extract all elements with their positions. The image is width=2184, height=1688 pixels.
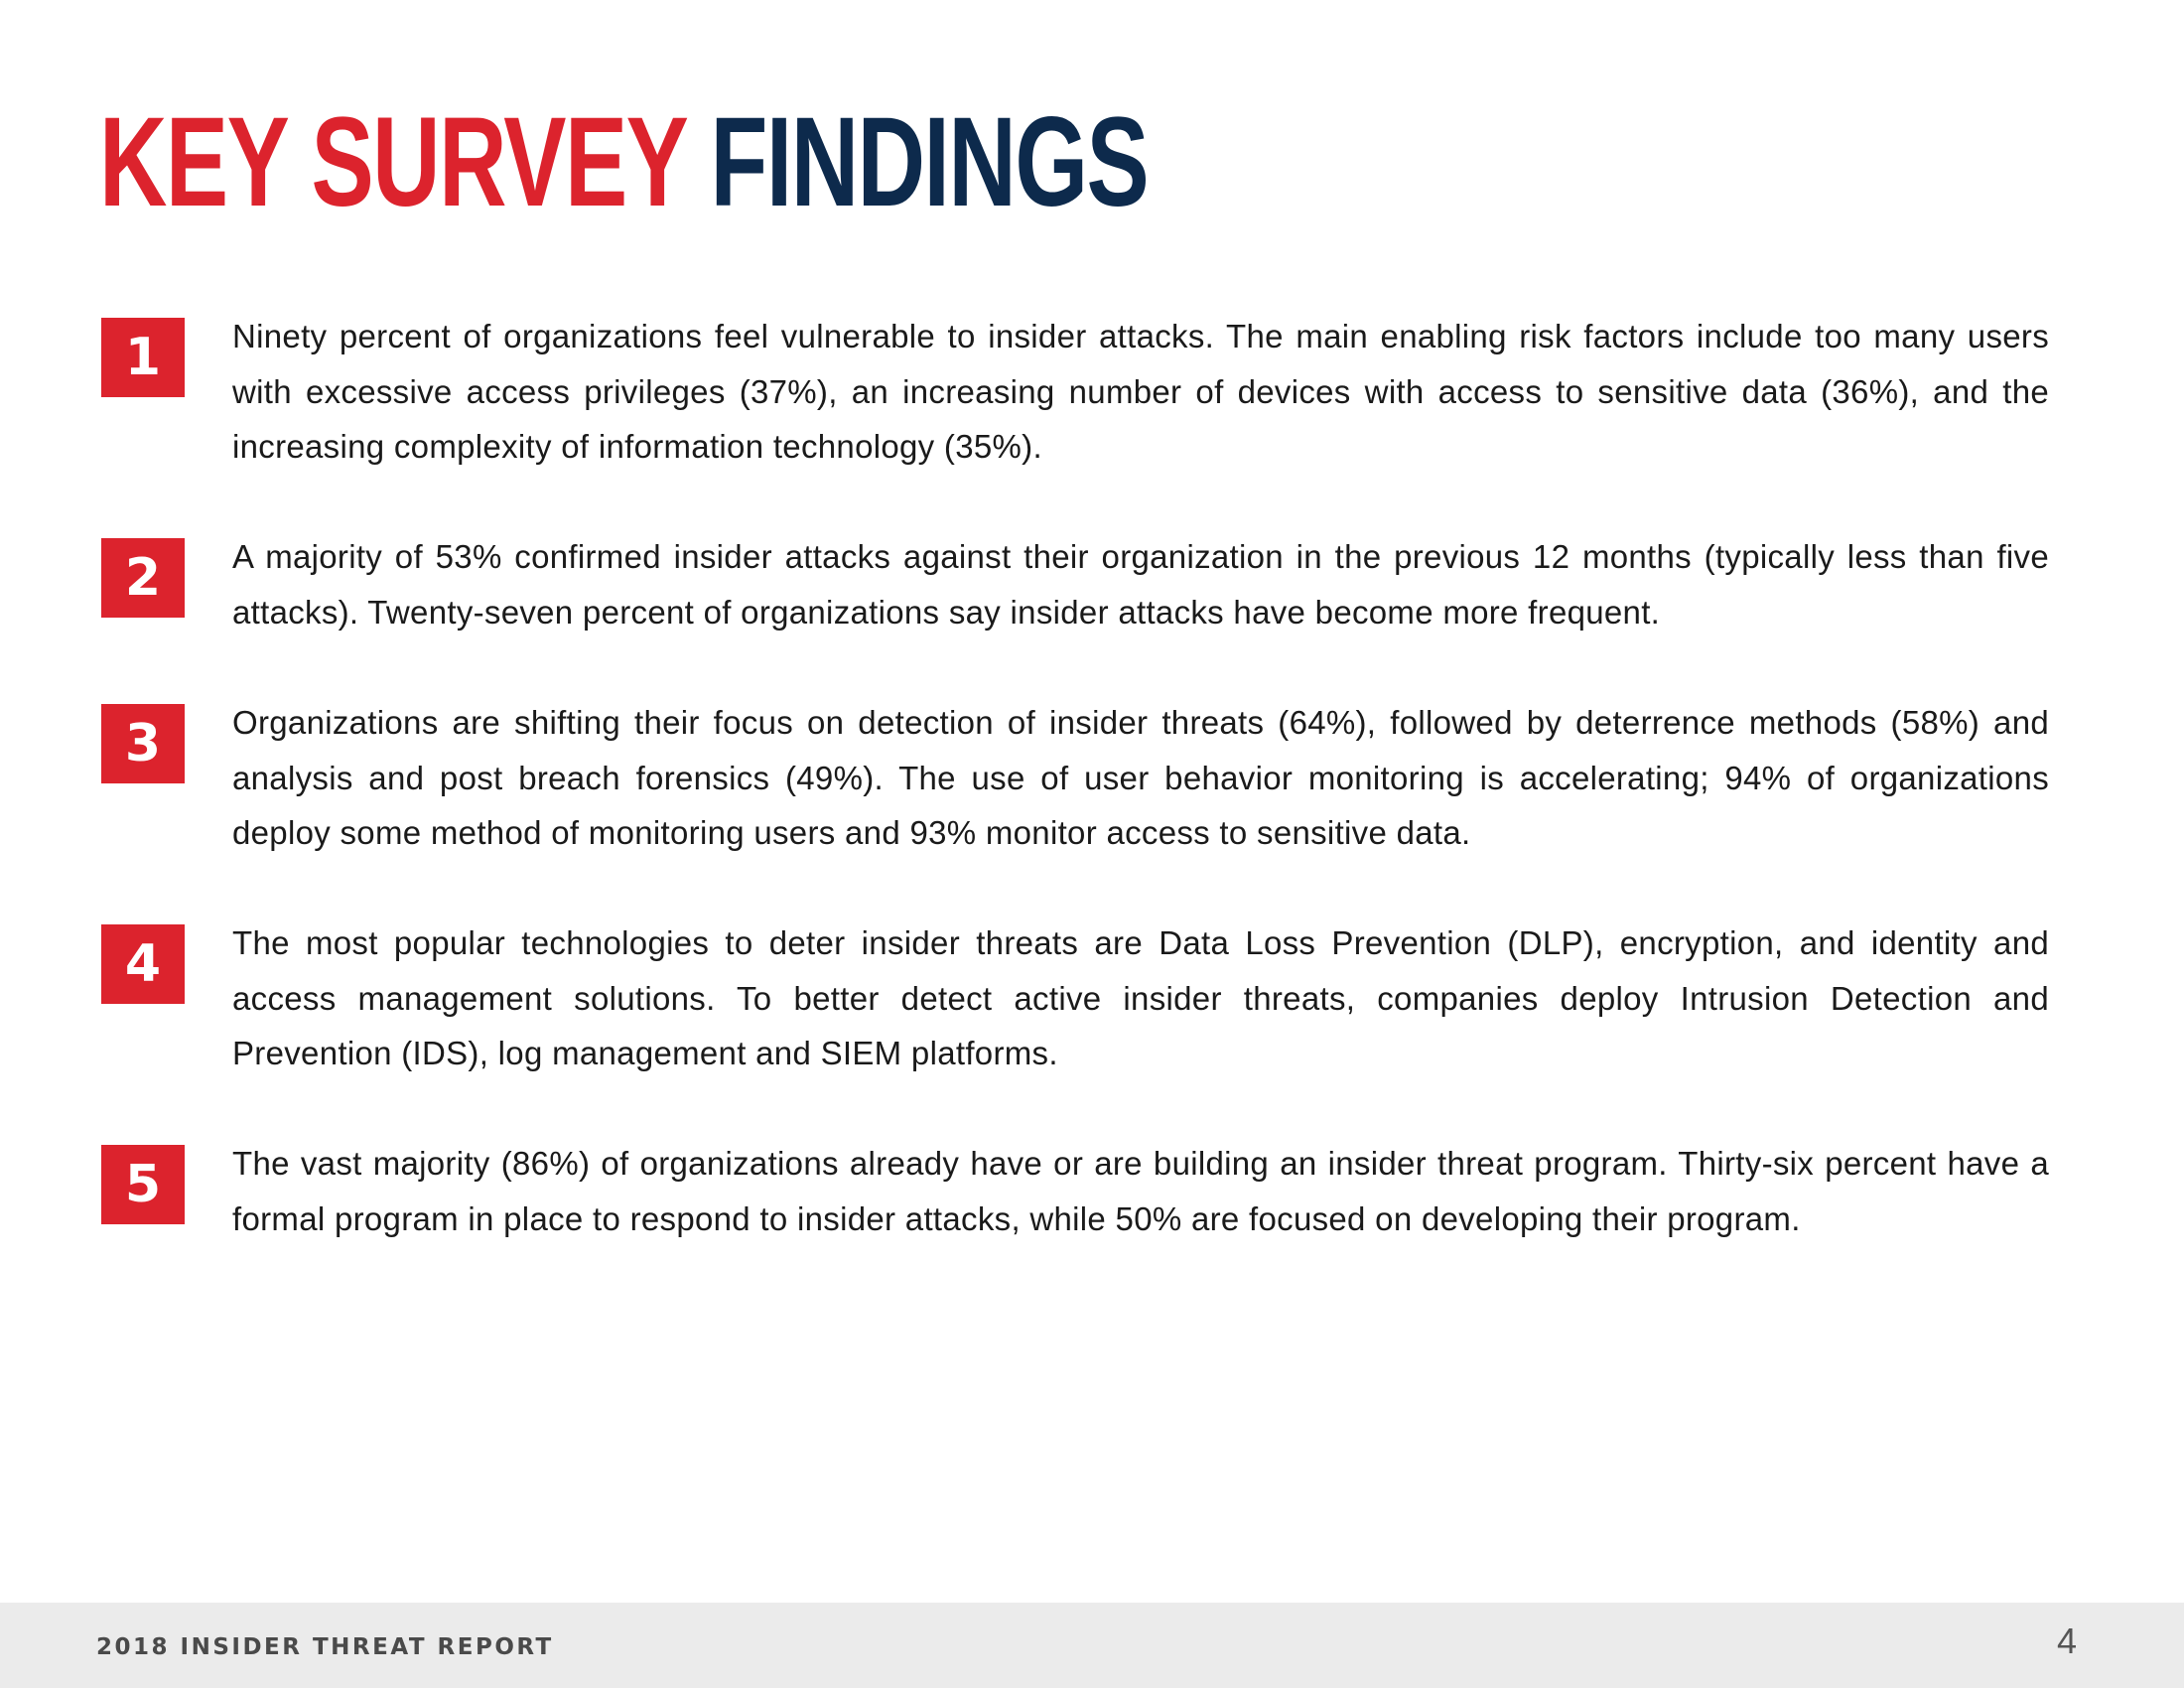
finding-text: The vast majority (86%) of organizations already have or are building an insider threat program. Thirty-six percent have a formal program in place to respond to insider attacks, while 50% are focused on developing their program. <box>232 1145 2049 1237</box>
finding-number-badge: 5 <box>101 1145 185 1224</box>
finding-number-badge: 2 <box>101 538 185 618</box>
finding-number-badge: 1 <box>101 318 185 397</box>
report-title: 2018 INSIDER THREAT REPORT <box>96 1634 554 1660</box>
page-title-main: FINDINGS <box>710 91 1149 233</box>
page-title <box>99 91 1149 233</box>
finding-text: A majority of 53% confirmed insider attacks against their organization in the previous 12 months (typically less than five attacks). Twenty-seven percent of organizations say insider attacks have become more frequent. <box>232 538 2049 631</box>
finding-text: Organizations are shifting their focus on detection of insider threats (64%), followed by deterrence methods (58%) and analysis and post breach forensics (49%). The use of user behavior monitoring is accelerating; 94% of organizations deploy some method of monitoring users and 93% monitor access to sensitive data. <box>232 704 2049 851</box>
finding-text: Ninety percent of organizations feel vulnerable to insider attacks. The main enabling risk factors include too many users with excessive access privileges (37%), an increasing number of devices with access to sensitive data (36%), and the increasing complexity of information technology (35%). <box>232 318 2049 465</box>
finding-number-badge: 4 <box>101 924 185 1004</box>
page-title-highlight: KEY SURVEY <box>99 91 686 233</box>
page-footer <box>0 1603 2184 1688</box>
page-number: 4 <box>2056 1620 2077 1661</box>
finding-text: The most popular technologies to deter insider threats are Data Loss Prevention (DLP), encryption, and identity and access management solutions. To better detect active insider threats, companies deploy Intrusion Detection and Prevention (IDS), log management and SIEM platforms. <box>232 924 2049 1071</box>
finding-number-badge: 3 <box>101 704 185 783</box>
